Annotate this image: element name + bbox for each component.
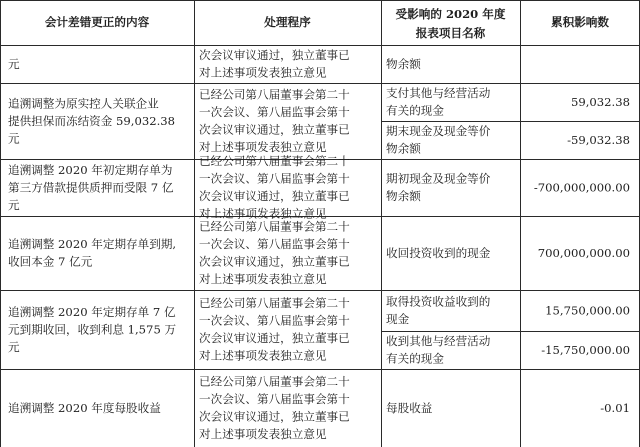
procedure-text: 一次会议、第八届监事会第十 <box>199 105 350 120</box>
procedure-text: 对上述事项发表独立意见 <box>199 65 327 80</box>
procedure-text: 对上述事项发表独立意见 <box>199 206 327 221</box>
affected-item-name: 期末现金及现金等价 <box>386 124 491 139</box>
cumulative-impact-value: -15,750,000.00 <box>541 342 630 357</box>
affected-item-name: 有关的现金 <box>386 103 444 118</box>
cumulative-impact-value: -59,032.38 <box>567 132 630 147</box>
correction-content: 追溯调整为原实控人关联企业 <box>8 96 159 111</box>
procedure-text: 已经公司第八届董事会第二十 <box>199 374 350 389</box>
procedure-text: 对上述事项发表独立意见 <box>199 427 327 442</box>
correction-content: 元到期收回，收到利息 1,575 万 <box>8 322 177 337</box>
correction-content: 第三方借款提供质押而受限 7 亿 <box>8 180 174 195</box>
procedure-text: 一次会议、第八届监事会第十 <box>199 171 350 186</box>
affected-item-name: 物余额 <box>386 189 421 204</box>
procedure-text: 次会议审议通过，独立董事已 <box>199 331 350 346</box>
header-procedure: 处理程序 <box>264 15 311 29</box>
procedure-text: 次会议审议通过，独立董事已 <box>199 122 350 137</box>
header-affected-year: 受影响的 2020 年度 <box>395 7 506 21</box>
cumulative-impact-value: 59,032.38 <box>570 94 630 109</box>
table-cells <box>8 7 630 441</box>
correction-content: 收回本金 7 亿元 <box>8 254 93 269</box>
affected-item-name: 物余额 <box>386 56 421 71</box>
procedure-text: 对上述事项发表独立意见 <box>199 272 327 287</box>
header-item-name: 报表项目名称 <box>415 26 486 40</box>
procedure-text: 次会议审议通过，独立董事已 <box>199 254 350 269</box>
cumulative-impact-value: -0.01 <box>600 400 630 415</box>
cumulative-impact-value: 15,750,000.00 <box>545 303 630 318</box>
correction-content: 追溯调整 2020 年定期存单到期, <box>8 237 177 252</box>
cumulative-impact-value: 700,000,000.00 <box>537 245 630 260</box>
correction-content: 追溯调整 2020 年初定期存单为 <box>8 162 173 177</box>
procedure-text: 次会议审议通过，独立董事已 <box>199 409 350 424</box>
procedure-text: 次会议审议通过，独立董事已 <box>199 48 350 63</box>
header-cumulative-impact: 累积影响数 <box>551 15 609 29</box>
affected-item-name: 收回投资收到的现金 <box>386 245 491 260</box>
affected-item-name: 期初现金及现金等价 <box>386 171 491 186</box>
correction-content: 追溯调整 2020 年定期存单 7 亿 <box>8 304 176 319</box>
procedure-text: 已经公司第八届董事会第二十 <box>199 219 350 234</box>
procedure-text: 一次会议、第八届监事会第十 <box>199 237 350 252</box>
procedure-text: 对上述事项发表独立意见 <box>199 140 327 155</box>
procedure-text: 已经公司第八届董事会第二十 <box>199 87 350 102</box>
affected-item-name: 现金 <box>386 312 410 327</box>
correction-content: 元 <box>8 56 20 71</box>
cumulative-impact-value: -700,000,000.00 <box>533 180 630 195</box>
affected-item-name: 收到其他与经营活动 <box>386 334 491 349</box>
correction-content: 元 <box>8 339 20 354</box>
procedure-text: 一次会议、第八届监事会第十 <box>199 392 350 407</box>
procedure-text: 已经公司第八届董事会第二十 <box>199 296 350 311</box>
affected-item-name: 支付其他与经营活动 <box>386 86 491 101</box>
affected-item-name: 物余额 <box>386 141 421 156</box>
procedure-text: 已经公司第八届董事会第二十 <box>199 154 350 169</box>
affected-item-name: 每股收益 <box>386 400 433 415</box>
affected-item-name: 取得投资收益收到的 <box>386 294 491 309</box>
procedure-text: 一次会议、第八届监事会第十 <box>199 313 350 328</box>
correction-content: 元 <box>8 197 20 212</box>
procedure-text: 对上述事项发表独立意见 <box>199 348 327 363</box>
procedure-text: 次会议审议通过，独立董事已 <box>199 189 350 204</box>
affected-item-name: 有关的现金 <box>386 351 444 366</box>
correction-content: 元 <box>8 131 20 146</box>
header-content: 会计差错更正的内容 <box>44 15 150 29</box>
correction-content: 提供担保而冻结资金 59,032.38 <box>8 113 176 128</box>
correction-content: 追溯调整 2020 年度每股收益 <box>8 400 161 415</box>
